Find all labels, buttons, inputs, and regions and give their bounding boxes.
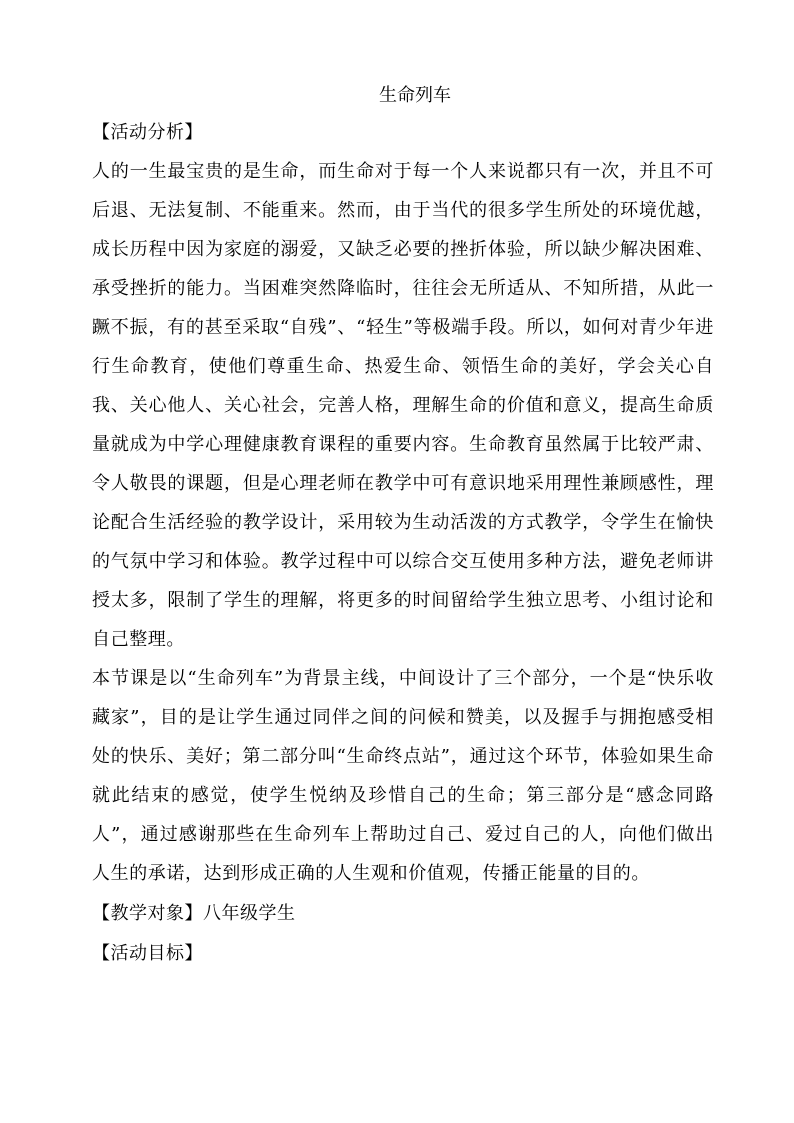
section-heading-activity-goal: 【活动目标】 [92,943,203,964]
section-heading-activity-analysis: 【活动分析】 [92,122,203,143]
paragraph-activity-analysis: 人的一生最宝贵的是生命，而生命对于每一个人来说都只有一次，并且不可后退、无法复制、不能重来。然而，由于当代的很多学生所处的环境优越，成长历程中因为家庭的溺爱，又缺乏必要的挫折体验，所以缺少解决困难、承受挫折的能力。当困难突然降临时，往往会无所适从、不知所措，从此一蹶不振，有的甚至采取“自残”、“轻生”等极端手段。所以，如何对青少年进行生命教育，使他们尊重生命、热爱生命、领悟生命的美好，学会关心自我、关心他人、关心社会，完善人格，理解生命的价值和意义，提高生命质量就成为中学心理健康教育课程的重要内容。生命教育虽然属于比较严肃、令人敬畏的课题，但是心理老师在教学中可有意识地采用理性兼顾感性，理论配合生活经验的教学设计，采用较为生动活泼的方式教学，令学生在愉快的气氛中学习和体验。教学过程中可以综合交互使用多种方法，避免老师讲授太多，限制了学生的理解，将更多的时间留给学生独立思考、小组讨论和自己整理。 [92,161,714,650]
document-title: 生命列车 [379,85,451,106]
paragraph-lesson-design: 本节课是以“生命列车”为背景主线，中间设计了三个部分，一个是“快乐收藏家”，目的是让学生通过同伴之间的问候和赞美，以及握手与拥抱感受相处的快乐、美好；第二部分叫“生命终点站”，通过这个环节，体验如果生命就此结束的感觉，使学生悦纳及珍惜自己的生命；第三部分是“感念同路人”，通过感谢那些在生命列车上帮助过自己、爱过自己的人，向他们做出人生的承诺，达到形成正确的人生观和价值观，传播正能量的目的。 [92,668,714,884]
section-heading-teaching-target: 【教学对象】八年级学生 [92,903,296,924]
